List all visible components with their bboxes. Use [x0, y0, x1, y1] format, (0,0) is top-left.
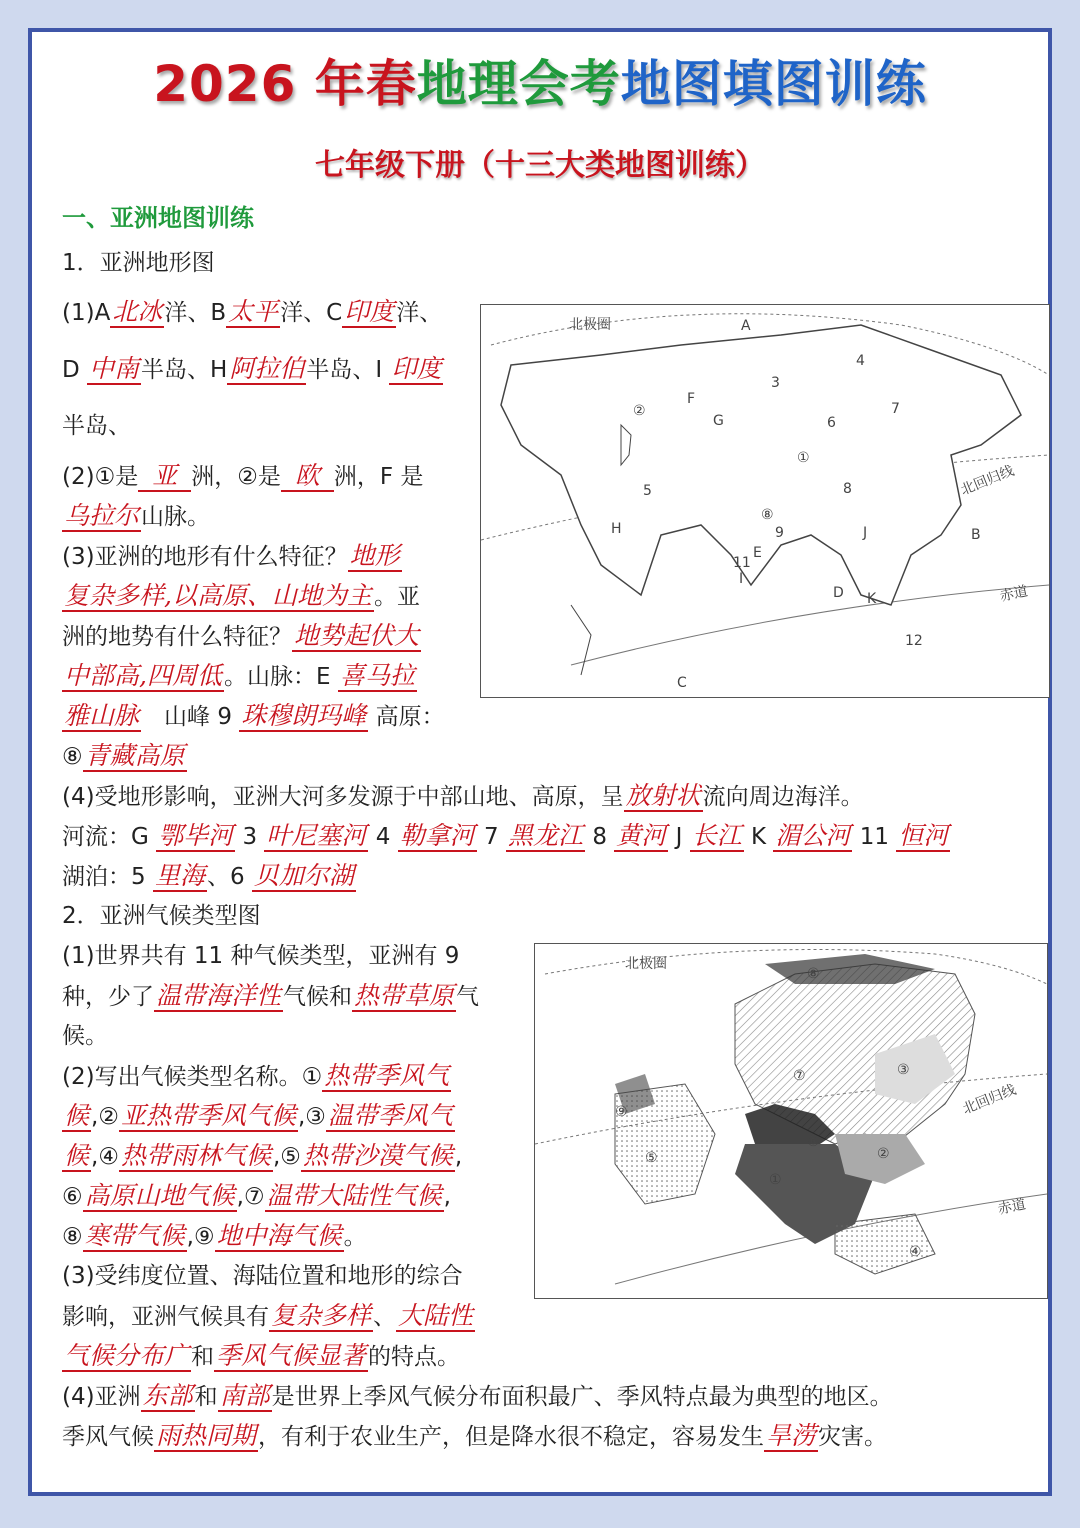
q2-p3-line1: (3)受纬度位置、海陆位置和地形的综合 [62, 1263, 463, 1289]
map1-label: ① [797, 450, 810, 466]
map1-label: H [611, 521, 622, 537]
section-heading: 一、亚洲地图训练 [62, 204, 254, 232]
map2-label: ② [877, 1146, 890, 1162]
q1-p4-rivers: 河流：G 鄂毕河 3 叶尼塞河 4 勒拿河 7 黑龙江 8 黄河 J 长江 K 湄公河 11 恒河 [62, 821, 949, 850]
map1-label: ② [633, 403, 646, 419]
map1-label: D [833, 585, 844, 601]
q1-p4-lakes: 湖泊：5 里海、6 贝加尔湖 [62, 861, 354, 890]
map1-label: 3 [771, 375, 780, 391]
map2-label: 赤道 [996, 1196, 1028, 1218]
map1-label: 11 [733, 555, 751, 571]
map2-label: ③ [897, 1062, 910, 1078]
map2-label: ⑦ [793, 1068, 806, 1084]
q1-p2-line1: (2)①是 亚 洲，②是 欧 洲，F 是 [62, 461, 424, 490]
q2-p1-line1: (1)世界共有 11 种气候类型，亚洲有 9 [62, 943, 460, 969]
q1-p1-line2: D 中南半岛、H阿拉伯半岛、I 印度 [62, 354, 442, 383]
q1-p3-line2: 复杂多样,以高原、山地为主。亚 [64, 581, 420, 610]
map2-label: ⑧ [807, 966, 820, 982]
map1-label: 4 [856, 353, 865, 369]
map1-label: 9 [775, 525, 784, 541]
map1-label: 5 [643, 483, 652, 499]
q1-p1-line3: 半岛、 [62, 413, 131, 439]
q1-heading: 1．亚洲地形图 [62, 250, 215, 276]
map1-label: 8 [843, 481, 852, 497]
q1-p3-line1: (3)亚洲的地形有什么特征？地形 [62, 541, 400, 570]
asia-terrain-map-svg [481, 305, 1049, 697]
q2-heading: 2．亚洲气候类型图 [62, 903, 261, 929]
q2-p3-line2: 影响，亚洲气候具有复杂多样、大陆性 [62, 1301, 474, 1330]
map1-label: 北回归线 [958, 462, 1017, 499]
map2-label: ① [769, 1172, 782, 1188]
map1-label: C [677, 675, 687, 691]
q1-p2-line2: 乌拉尔山脉。 [64, 501, 211, 530]
q2-p2-line1: (2)写出气候类型名称。①热带季风气 [62, 1061, 450, 1090]
page-subtitle: 七年级下册（十三大类地图训练） [315, 148, 765, 183]
map1-label: 北极圈 [569, 317, 611, 333]
q2-p4-line2: 季风气候雨热同期，有利于农业生产，但是降水很不稳定，容易发生旱涝灾害。 [62, 1421, 888, 1450]
map1-label: A [741, 318, 751, 334]
q2-p1-line3: 候。 [62, 1023, 108, 1049]
map1-label: 赤道 [998, 583, 1030, 605]
asia-climate-map [534, 943, 1048, 1299]
q1-p3-line4: 中部高,四周低。山脉：E 喜马拉 [64, 661, 415, 690]
map2-label: 北回归线 [960, 1081, 1019, 1118]
map1-label: G [713, 413, 724, 429]
map1-label: B [971, 527, 981, 543]
map1-label: E [753, 545, 762, 561]
q1-p1-line1: (1)A北冰洋、B太平洋、C印度洋、 [62, 297, 443, 326]
asia-terrain-map [480, 304, 1050, 698]
map2-label: 北极圈 [625, 956, 667, 972]
q2-p3-line3: 气候分布广和季风气候显著的特点。 [64, 1341, 461, 1370]
map1-label: 6 [827, 415, 836, 431]
map1-label: I [739, 571, 744, 587]
page-title: 2026 年春地理会考地图填图训练 [153, 55, 927, 113]
map2-label: ⑤ [645, 1150, 658, 1166]
q2-p2-line3: 候,④热带雨林气候,⑤热带沙漠气候, [64, 1141, 463, 1170]
map2-label: ⑥ [807, 1134, 820, 1150]
q2-p1-line2: 种，少了温带海洋性气候和热带草原气 [62, 981, 480, 1010]
map1-label: 12 [905, 633, 923, 649]
map2-label: ⑨ [615, 1104, 628, 1120]
q2-p4-line1: (4)亚洲东部和南部是世界上季风气候分布面积最广、季风特点最为典型的地区。 [62, 1381, 893, 1410]
q1-p3-line5: 雅山脉 山峰 9 珠穆朗玛峰 高原： [64, 701, 445, 730]
q1-p4-line1: (4)受地形影响，亚洲大河多发源于中部山地、高原，呈放射状流向周边海洋。 [62, 781, 864, 810]
map1-label: ⑧ [761, 507, 774, 523]
map2-label: ④ [909, 1244, 922, 1260]
q2-p2-line5: ⑧寒带气候,⑨地中海气候。 [62, 1221, 367, 1250]
map1-label: K [867, 591, 877, 607]
map1-label: 7 [891, 401, 900, 417]
q2-p2-line4: ⑥高原山地气候,⑦温带大陆性气候, [62, 1181, 451, 1210]
q1-p3-line6: ⑧青藏高原 [62, 741, 185, 770]
map1-label: F [687, 391, 696, 407]
q2-p2-line2: 候,②亚热带季风气候,③温带季风气 [64, 1101, 453, 1130]
q1-p3-line3: 洲的地势有什么特征？地势起伏大 [62, 621, 420, 650]
asia-climate-map-svg [535, 944, 1047, 1298]
map1-label: J [863, 525, 868, 541]
